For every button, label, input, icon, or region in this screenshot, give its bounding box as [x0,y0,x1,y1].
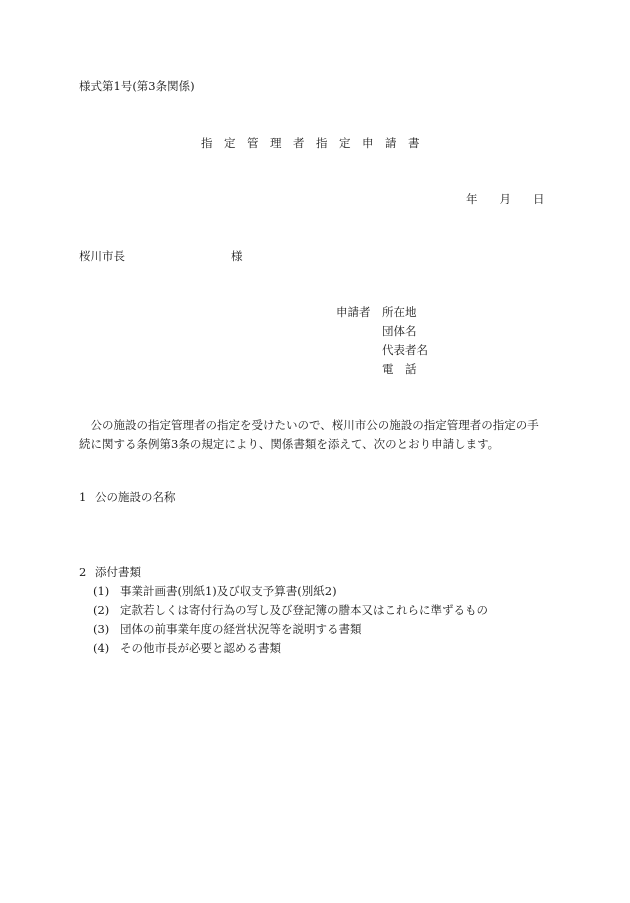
date-year-label: 年 [466,192,478,206]
applicant-label: 申請者 [336,305,371,319]
attachment-item [93,642,281,656]
applicant-address-label: 所在地 [382,305,417,319]
date-line [466,193,545,207]
date-month-label: 月 [499,192,511,206]
applicant-phone-label: 電話 [382,362,428,376]
addressee-honorific: 様 [231,249,243,263]
attachment-text: 団体の前事業年度の経営状況等を説明する書類 [120,622,362,636]
addressee-name: 桜川市長 [79,249,125,263]
attachment-text: 事業計画書(別紙1)及び収支予算書(別紙2) [120,584,337,598]
section-number: 2 [79,565,87,579]
section-number: 1 [79,490,87,504]
attachment-text: その他市長が必要と認める書類 [120,641,281,655]
form-number: 様式第1号(第3条関係) [79,79,195,93]
attachment-item [93,604,488,618]
section-facility-name [79,491,176,505]
attachment-text: 定款若しくは寄付行為の写し及び登記簿の謄本又はこれらに準ずるもの [120,603,488,617]
attachment-item [93,585,337,599]
date-day-label: 日 [533,192,545,206]
attachment-number: (3) [93,622,110,636]
section-attachments [79,566,141,580]
application-body-text: 公の施設の指定管理者の指定を受けたいので、桜川市公の施設の指定管理者の指定の手続に関する条例第3条の規定により、関係書類を添えて、次のとおり申請します。 [79,418,539,451]
section-title: 公の施設の名称 [95,490,176,504]
attachment-number: (4) [93,641,110,655]
applicant-representative-label: 代表者名 [382,343,428,357]
attachment-number: (1) [93,584,110,598]
document-title: 指定管理者指定申請書 [201,136,431,150]
attachment-item [93,623,362,637]
attachment-number: (2) [93,603,110,617]
applicant-organization-label: 団体名 [382,324,417,338]
section-title: 添付書類 [95,565,141,579]
